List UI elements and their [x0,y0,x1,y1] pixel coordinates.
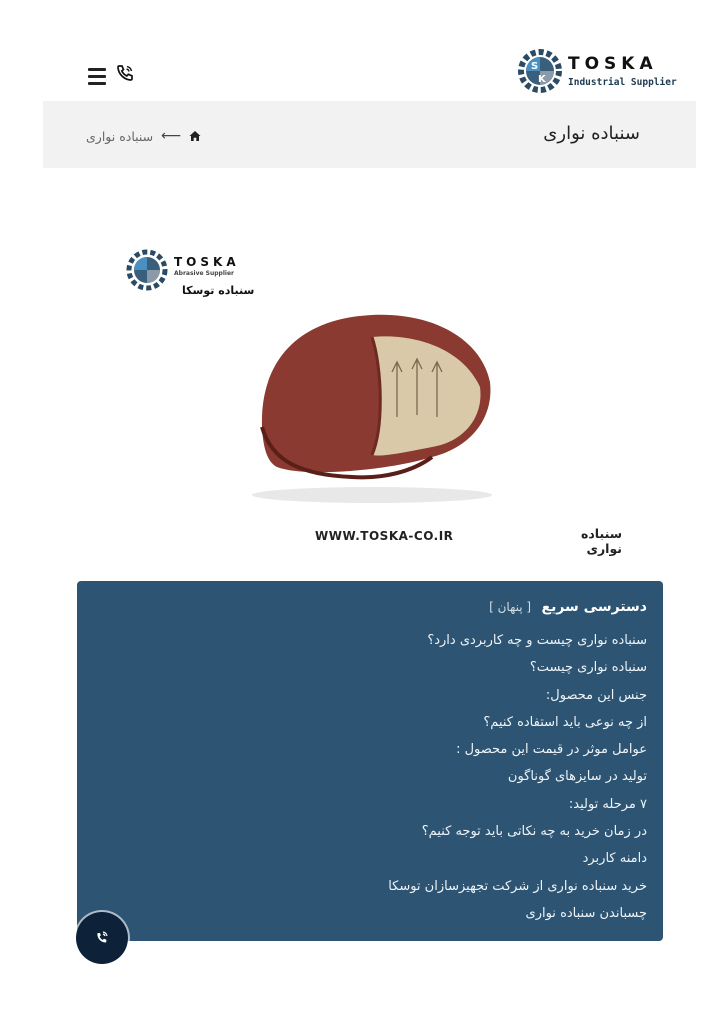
logo-subtitle: Industrial Supplier [568,77,677,88]
gear-logo-icon [124,247,170,293]
home-icon[interactable] [189,130,201,142]
toc-item[interactable]: از چه نوعی باید استفاده کنیم؟ [483,714,647,730]
product-image-logo [124,243,255,297]
toc-item[interactable]: تولید در سایزهای گوناگون [507,769,647,785]
toc-list [388,631,647,931]
product-logo-text: TOSKA [174,255,240,269]
product-image [122,235,622,560]
toc-item[interactable]: سنباده نواری چیست؟ [529,660,647,676]
toc-item[interactable]: جنس این محصول: [545,687,647,703]
toc-item[interactable]: دامنه کاربرد [582,851,647,867]
breadcrumb-current: سنباده نواری [86,128,154,144]
toc-item[interactable]: ۷ مرحله تولید: [568,796,647,812]
page-title-bar [43,101,696,168]
toc-item[interactable]: سنباده نواری چیست و چه کاربردی دارد؟ [427,633,647,648]
toc-item[interactable]: عوامل موثر در قیمت این محصول : [456,742,647,758]
hamburger-menu-icon[interactable] [88,68,106,85]
toc-item[interactable]: چسباندن سنباده نواری [525,905,647,921]
logo-text: TOSKA [568,54,658,74]
svg-text:S: S [531,61,539,72]
toc-toggle[interactable]: [ پنهان ] [489,600,532,614]
product-logo-fa: سنباده توسکا [182,284,255,297]
phone-call-icon [93,929,111,947]
breadcrumb-separator: ⟵ [161,128,182,144]
sanding-belt-illustration [232,307,512,507]
gear-logo-icon [516,46,564,96]
toc-title: دسترسی سریع [541,599,647,615]
product-caption: سنباده نواری [581,526,622,556]
svg-text:K: K [538,74,546,85]
product-logo-subtitle: Abrasive Supplier [174,270,234,277]
breadcrumb [86,128,201,144]
phone-icon[interactable] [115,63,135,83]
page-title: سنباده نواری [543,123,640,144]
toc-item[interactable]: در زمان خرید به چه نکاتی باید توجه کنیم؟ [421,824,647,840]
site-header [0,0,720,100]
floating-call-button[interactable] [76,912,128,964]
table-of-contents [77,581,663,941]
product-url: WWW.TOSKA-CO.IR [315,529,454,543]
site-logo[interactable] [516,46,677,98]
toc-item[interactable]: خرید سنباده نواری از شرکت تجهیزسازان توسکا [388,878,647,894]
toc-header [489,599,647,615]
